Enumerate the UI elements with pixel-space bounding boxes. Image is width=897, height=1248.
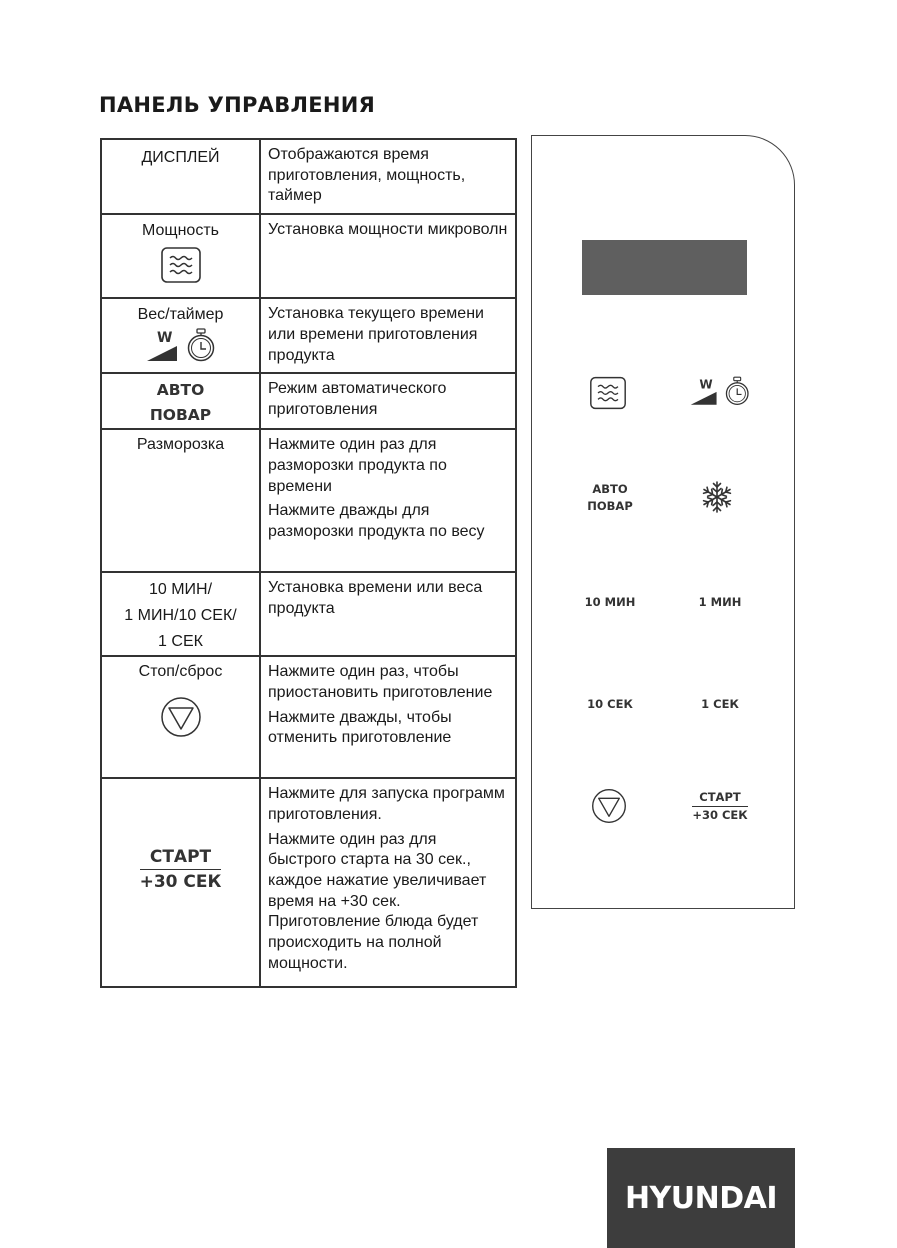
row-desc-cell [260, 139, 516, 214]
control-panel-illustration [531, 135, 795, 909]
row-desc: Установка времени или веса продукта [268, 579, 483, 617]
row-desc-cell [260, 298, 516, 373]
row-desc: Нажмите один раз, чтобы приостановить приготовление [268, 663, 493, 701]
row-label-line: АВТО [156, 381, 205, 400]
stop-reset-button[interactable] [591, 788, 629, 826]
row-label-cell [101, 572, 260, 656]
table-row [101, 572, 516, 656]
row-label: Стоп/сброс [138, 663, 223, 681]
auto-cook-line: АВТО [592, 482, 628, 496]
stop-triangle-icon [160, 696, 202, 738]
1-min-button[interactable]: 1 МИН [698, 595, 742, 609]
start-label-top: СТАРТ [140, 846, 222, 870]
start-30-sec-button[interactable] [680, 790, 760, 823]
table-row [101, 298, 516, 373]
weight-timer-icon [689, 373, 753, 409]
row-desc: Установка текущего времени или времени приготовления продукта [268, 305, 484, 364]
row-label-line: 1 МИН/10 СЕК/ [124, 607, 237, 625]
row-label-cell [101, 429, 260, 572]
stop-triangle-icon [591, 788, 629, 824]
row-desc: Нажмите один раз для разморозки продукта по времени [268, 436, 447, 495]
row-desc-cell [260, 572, 516, 656]
row-label: ДИСПЛЕЙ [141, 149, 220, 166]
row-label-line: 10 МИН/ [148, 581, 213, 599]
start-label [692, 790, 747, 823]
row-label: Разморозка [136, 436, 225, 454]
microwave-waves-icon [160, 246, 202, 284]
row-label: Мощность [142, 222, 219, 240]
row-desc-cell [260, 778, 516, 987]
row-desc-cell [260, 429, 516, 572]
table-row [101, 214, 516, 298]
start-label-top: СТАРТ [692, 790, 747, 807]
start-label [140, 846, 222, 893]
weight-letter: W [699, 377, 713, 392]
snowflake-icon [700, 480, 736, 514]
start-label-bottom: +30 СЕК [692, 808, 748, 822]
auto-cook-button[interactable] [572, 481, 648, 515]
row-label-cell [101, 139, 260, 214]
row-desc: Нажмите дважды для разморозки продукта по весу [268, 502, 485, 541]
weight-timer-icon [145, 325, 217, 365]
table-row [101, 778, 516, 987]
weight-timer-button[interactable] [689, 373, 753, 413]
row-desc-cell [260, 373, 516, 429]
page-title: ПАНЕЛЬ УПРАВЛЕНИЯ [99, 93, 376, 117]
row-desc: Нажмите дважды, чтобы отменить приготовление [268, 708, 452, 747]
row-label-cell [101, 373, 260, 429]
auto-cook-line: ПОВАР [587, 499, 633, 513]
row-label-cell [101, 298, 260, 373]
row-desc: Режим автоматического приготовления [268, 380, 447, 418]
row-desc: Установка мощности микроволн [268, 221, 508, 239]
table-row [101, 656, 516, 778]
row-label-cell [101, 656, 260, 778]
row-desc-cell [260, 214, 516, 298]
power-button[interactable] [589, 374, 629, 414]
row-label: Вес/таймер [137, 306, 224, 324]
row-desc: Нажмите один раз для быстрого старта на 30 сек., каждое нажатие увеличивает время на +30 сек. Приготовление блюда будет происходить на полной мощности. [268, 830, 487, 972]
1-sec-button[interactable]: 1 СЕК [701, 697, 739, 711]
row-label-line: 1 СЕК [158, 633, 203, 651]
brand-logo: HYUNDAI [607, 1148, 795, 1248]
row-label-cell [101, 778, 260, 987]
microwave-waves-icon [589, 374, 629, 412]
display-screen [582, 240, 747, 295]
start-label-bottom: +30 СЕК [139, 871, 222, 892]
row-desc-cell [260, 656, 516, 778]
row-label-cell [101, 214, 260, 298]
10-min-button[interactable]: 10 МИН [584, 595, 636, 609]
table-row [101, 139, 516, 214]
table-row [101, 429, 516, 572]
10-sec-button[interactable]: 10 СЕК [587, 697, 633, 711]
row-desc: Нажмите для запуска программ приготовления. [268, 785, 505, 823]
defrost-button[interactable] [700, 480, 736, 516]
row-desc: Отображаются время приготовления, мощность, таймер [268, 146, 466, 205]
table-row [101, 373, 516, 429]
weight-letter: W [156, 330, 172, 347]
row-label-line: ПОВАР [149, 406, 212, 425]
control-panel-table [100, 138, 517, 988]
